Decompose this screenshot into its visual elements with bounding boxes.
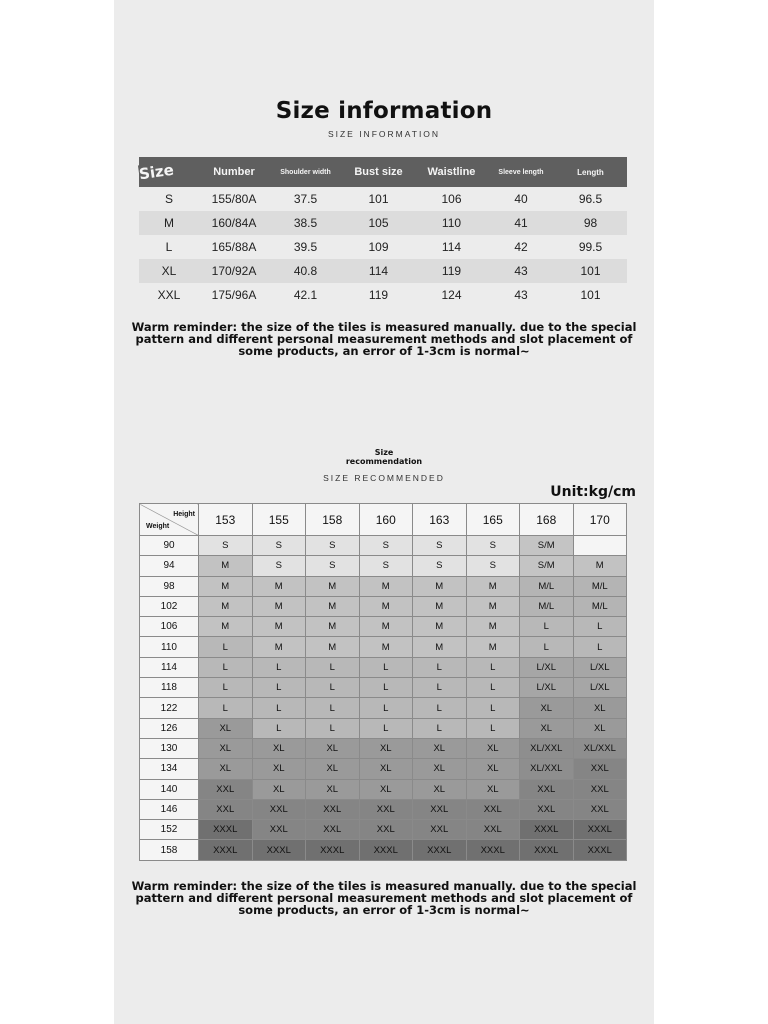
size-cell: XXL	[413, 799, 467, 819]
weight-row	[140, 698, 627, 718]
size-info-row	[139, 259, 627, 283]
size-cell: XXXL	[199, 840, 253, 860]
weight-cell: 114	[140, 657, 199, 677]
size-info-cell: 106	[441, 192, 462, 206]
size-cell: XL	[252, 738, 306, 758]
size-cell: M	[466, 617, 520, 637]
size-info-cell: XXL	[157, 288, 181, 302]
size-cell: M	[199, 556, 253, 576]
size-info-title: Size information	[275, 98, 493, 124]
weight-row	[140, 556, 627, 576]
size-cell: XL	[466, 779, 520, 799]
size-info-cell: 109	[368, 240, 389, 254]
size-cell: XXL	[573, 759, 627, 779]
size-cell: S	[306, 536, 360, 556]
size-cell: S	[252, 536, 306, 556]
size-info-cell: 119	[368, 288, 389, 302]
size-info-cell: 39.5	[293, 240, 318, 254]
size-cell: L	[252, 678, 306, 698]
size-cell: M/L	[520, 596, 574, 616]
size-info-cell: 43	[514, 288, 528, 302]
size-cell: XXXL	[359, 840, 413, 860]
size-cell: L	[252, 657, 306, 677]
weight-cell: 110	[140, 637, 199, 657]
size-info-header-row	[139, 157, 627, 187]
size-info-cell: L	[165, 240, 173, 254]
size-info-cell: 42.1	[293, 288, 318, 302]
size-cell: XL	[466, 738, 520, 758]
size-cell: S	[252, 556, 306, 576]
size-info-cell: XL	[139, 259, 199, 283]
header-waistline: Waistline	[415, 157, 488, 187]
size-cell: XL	[199, 718, 253, 738]
weight-cell: 146	[140, 799, 199, 819]
height-header-cell: 170	[573, 504, 627, 536]
corner-weight-label: Weight	[146, 523, 170, 530]
size-cell: XXXL	[520, 820, 574, 840]
size-cell: S/M	[520, 556, 574, 576]
size-cell: XXXL	[306, 840, 360, 860]
header-size: Size	[139, 157, 199, 187]
size-cell: L	[306, 678, 360, 698]
size-cell: XXXL	[520, 840, 574, 860]
size-cell: S	[359, 536, 413, 556]
size-cell: L	[359, 678, 413, 698]
size-cell: XL/XXL	[520, 738, 574, 758]
size-info-cell: 105	[342, 211, 415, 235]
size-cell: L	[252, 698, 306, 718]
recommend-subtitle: SIZE RECOMMENDED	[323, 473, 445, 483]
size-cell: M	[306, 596, 360, 616]
size-info-row	[139, 211, 627, 235]
size-cell: M	[413, 596, 467, 616]
size-info-cell: 119	[415, 259, 488, 283]
size-recommend-table	[139, 503, 627, 861]
weight-row	[140, 840, 627, 860]
size-cell: XXL	[252, 820, 306, 840]
size-info-cell: 40	[514, 192, 528, 206]
size-cell: XXXL	[413, 840, 467, 860]
size-cell: L	[413, 678, 467, 698]
weight-cell: 134	[140, 759, 199, 779]
weight-cell: 158	[140, 840, 199, 860]
size-cell: M	[359, 637, 413, 657]
corner-cell	[140, 504, 199, 536]
size-cell: L	[520, 617, 574, 637]
size-cell: L/XL	[573, 657, 627, 677]
size-cell: XXL	[413, 820, 467, 840]
size-cell: XL/XXL	[573, 738, 627, 758]
size-info-cell: 99.5	[578, 240, 603, 254]
height-header-cell: 155	[252, 504, 306, 536]
size-cell: XXL	[573, 779, 627, 799]
size-info-cell: 96.5	[578, 192, 603, 206]
size-info-cell: 110	[415, 211, 488, 235]
size-cell: XXL	[466, 799, 520, 819]
size-cell: XXL	[466, 820, 520, 840]
size-cell: L	[520, 637, 574, 657]
size-info-cell: 101	[368, 192, 389, 206]
header-sleeve-length: Sleeve length	[488, 157, 554, 187]
size-cell: M	[359, 617, 413, 637]
size-cell: L	[413, 718, 467, 738]
size-cell: M	[466, 576, 520, 596]
size-cell: XXXL	[573, 820, 627, 840]
size-cell: L/XL	[520, 657, 574, 677]
weight-cell: 94	[140, 556, 199, 576]
size-info-row	[139, 187, 627, 211]
size-cell: XL	[199, 738, 253, 758]
height-header-row	[140, 504, 627, 536]
size-cell: XL	[520, 718, 574, 738]
size-cell: XXL	[520, 799, 574, 819]
size-cell: XL	[573, 698, 627, 718]
size-cell: XXXL	[252, 840, 306, 860]
size-cell: L/XL	[520, 678, 574, 698]
weight-row	[140, 596, 627, 616]
size-cell: XL	[359, 738, 413, 758]
weight-cell: 152	[140, 820, 199, 840]
size-cell: M	[306, 576, 360, 596]
size-cell: XL	[466, 759, 520, 779]
weight-cell: 102	[140, 596, 199, 616]
size-cell: S	[306, 556, 360, 576]
size-info-table	[139, 157, 627, 307]
size-cell: XL	[413, 738, 467, 758]
size-cell: M	[413, 637, 467, 657]
unit-label: Unit:kg/cm	[550, 484, 636, 500]
header-shoulder-width: Shoulder width	[269, 157, 342, 187]
size-cell: XL	[306, 738, 360, 758]
header-bust-size: Bust size	[342, 157, 415, 187]
size-cell: M	[573, 556, 627, 576]
size-info-cell: 40.8	[269, 259, 342, 283]
size-cell: XL	[359, 759, 413, 779]
size-cell: M	[199, 617, 253, 637]
weight-row	[140, 617, 627, 637]
size-cell: XL	[359, 779, 413, 799]
size-cell: L	[466, 657, 520, 677]
size-cell: L	[199, 698, 253, 718]
weight-row	[140, 576, 627, 596]
size-cell: L	[199, 678, 253, 698]
size-info-cell: S	[164, 192, 173, 206]
height-header-cell: 160	[359, 504, 413, 536]
size-info-cell: 43	[488, 259, 554, 283]
weight-cell: 106	[140, 617, 199, 637]
size-info-cell: 42	[514, 240, 528, 254]
size-cell: XL	[199, 759, 253, 779]
size-cell: M	[466, 637, 520, 657]
weight-cell: 118	[140, 678, 199, 698]
size-cell: L	[306, 698, 360, 718]
size-cell: M	[359, 576, 413, 596]
size-cell: L	[306, 657, 360, 677]
size-cell: L	[359, 698, 413, 718]
size-info-cell: 124	[441, 288, 462, 302]
size-cell: XXL	[520, 779, 574, 799]
size-cell: XL	[306, 779, 360, 799]
weight-row	[140, 738, 627, 758]
size-cell: S	[466, 536, 520, 556]
size-info-cell: 101	[580, 288, 601, 302]
size-cell: XXL	[306, 820, 360, 840]
weight-row	[140, 637, 627, 657]
size-cell: XXL	[199, 779, 253, 799]
size-info-cell: 38.5	[269, 211, 342, 235]
size-cell: XXL	[359, 799, 413, 819]
height-header-cell: 158	[306, 504, 360, 536]
size-info-cell: 155/80A	[211, 192, 257, 206]
size-cell: L	[199, 637, 253, 657]
size-cell: XXL	[306, 799, 360, 819]
size-info-cell: 101	[554, 259, 627, 283]
height-header-cell: 153	[199, 504, 253, 536]
size-info-cell: 37.5	[293, 192, 318, 206]
size-cell: XXXL	[573, 840, 627, 860]
size-cell: L	[573, 637, 627, 657]
corner-height-label: Height	[173, 511, 195, 518]
size-cell: S	[466, 556, 520, 576]
size-cell: M	[359, 596, 413, 616]
reminder-note-bottom: Warm reminder: the size of the tiles is measured manually. due to the special pattern and different personal measurement methods and slot placement of some products, an error of 1-3cm is normal~	[131, 879, 637, 917]
size-info-row	[139, 283, 627, 307]
size-cell: M	[252, 617, 306, 637]
size-cell: L	[466, 678, 520, 698]
size-cell: S	[359, 556, 413, 576]
weight-row	[140, 779, 627, 799]
header-number: Number	[199, 157, 269, 187]
size-info-cell: 160/84A	[199, 211, 269, 235]
size-cell: L	[413, 657, 467, 677]
size-cell: M/L	[520, 576, 574, 596]
size-info-cell: 114	[441, 240, 462, 254]
size-cell: XL	[573, 718, 627, 738]
size-info-row	[139, 235, 627, 259]
size-cell: XXL	[573, 799, 627, 819]
size-cell: L	[359, 718, 413, 738]
size-info-cell: M	[139, 211, 199, 235]
size-cell: L	[252, 718, 306, 738]
size-cell: XXL	[252, 799, 306, 819]
weight-cell: 126	[140, 718, 199, 738]
size-cell: M	[306, 637, 360, 657]
size-cell: M	[252, 596, 306, 616]
size-cell: M/L	[573, 596, 627, 616]
size-cell: L	[199, 657, 253, 677]
size-cell: XL	[252, 759, 306, 779]
size-cell: XL	[413, 779, 467, 799]
size-cell: XXXL	[466, 840, 520, 860]
size-info-subtitle: SIZE INFORMATION	[327, 129, 441, 139]
size-cell: S	[199, 536, 253, 556]
size-cell: XL	[306, 759, 360, 779]
weight-cell: 140	[140, 779, 199, 799]
weight-cell: 98	[140, 576, 199, 596]
size-cell: L	[573, 617, 627, 637]
size-info-cell: 98	[554, 211, 627, 235]
size-cell: M/L	[573, 576, 627, 596]
size-info-cell: 114	[342, 259, 415, 283]
height-header-cell: 168	[520, 504, 574, 536]
size-cell: M	[199, 596, 253, 616]
weight-row	[140, 799, 627, 819]
size-cell: XL	[520, 698, 574, 718]
weight-row	[140, 657, 627, 677]
weight-row	[140, 678, 627, 698]
size-cell: M	[252, 576, 306, 596]
size-info-cell: 170/92A	[199, 259, 269, 283]
size-cell: M	[199, 576, 253, 596]
weight-cell: 90	[140, 536, 199, 556]
size-cell: S	[413, 556, 467, 576]
reminder-note-top: Warm reminder: the size of the tiles is measured manually. due to the special pattern and different personal measurement methods and slot placement of some products, an error of 1-3cm is normal~	[131, 320, 637, 358]
size-cell: L	[359, 657, 413, 677]
height-header-cell: 163	[413, 504, 467, 536]
weight-row	[140, 759, 627, 779]
header-length: Length	[554, 157, 627, 187]
size-cell: S/M	[520, 536, 574, 556]
size-cell: M	[466, 596, 520, 616]
size-cell: L	[466, 698, 520, 718]
size-info-cell: 41	[488, 211, 554, 235]
size-cell: L	[413, 698, 467, 718]
weight-cell: 130	[140, 738, 199, 758]
recommend-title: Size recommendation	[345, 448, 423, 466]
size-cell: L	[306, 718, 360, 738]
weight-row	[140, 536, 627, 556]
weight-cell: 122	[140, 698, 199, 718]
size-cell: L	[466, 718, 520, 738]
size-cell	[573, 536, 627, 556]
height-header-cell: 165	[466, 504, 520, 536]
size-cell: M	[306, 617, 360, 637]
size-cell: M	[413, 576, 467, 596]
size-cell: XXL	[359, 820, 413, 840]
size-cell: XL	[252, 779, 306, 799]
weight-row	[140, 718, 627, 738]
weight-row	[140, 820, 627, 840]
size-cell: XL	[413, 759, 467, 779]
size-cell: XXL	[199, 799, 253, 819]
size-info-cell: 175/96A	[211, 288, 257, 302]
size-cell: M	[413, 617, 467, 637]
size-cell: M	[252, 637, 306, 657]
size-cell: XL/XXL	[520, 759, 574, 779]
size-info-cell: 165/88A	[211, 240, 257, 254]
size-cell: L/XL	[573, 678, 627, 698]
size-cell: XXXL	[199, 820, 253, 840]
size-cell: S	[413, 536, 467, 556]
